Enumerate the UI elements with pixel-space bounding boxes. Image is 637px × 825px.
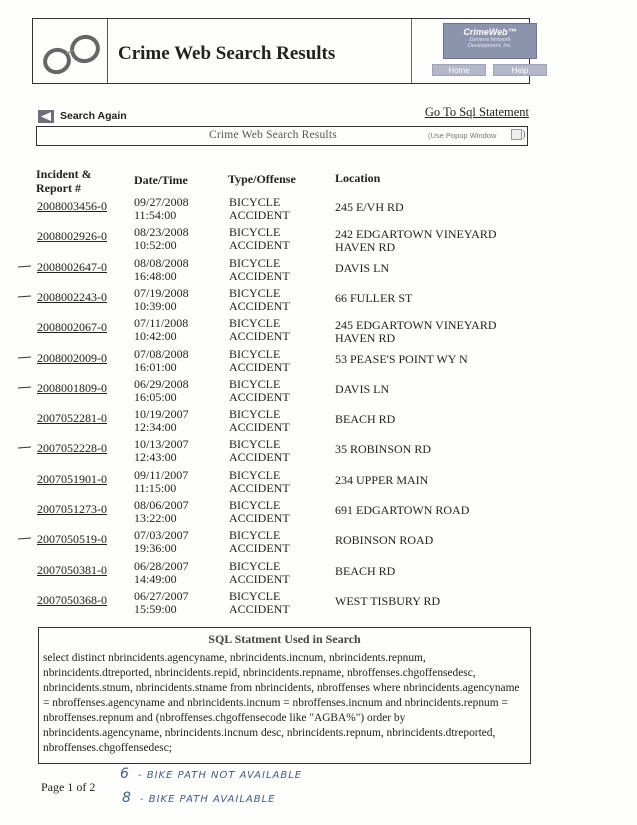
offense-desc: ACCIDENT — [229, 480, 290, 495]
page-indicator: Page 1 of 2 — [41, 780, 96, 794]
date-time-cell — [134, 560, 189, 586]
table-row — [0, 287, 637, 317]
location-cell — [335, 565, 395, 578]
offense-desc: ACCIDENT — [229, 601, 290, 616]
location-line1: BEACH RD — [335, 412, 396, 427]
location-cell — [335, 595, 440, 608]
handwritten-tick-mark — [18, 295, 31, 297]
offense-type: BICYCLE — [229, 528, 281, 543]
table-row — [0, 529, 637, 559]
results-bar — [36, 126, 528, 146]
column-header-incident-line2: Report # — [36, 181, 81, 195]
location-line1: DAVIS LN — [335, 381, 390, 396]
location-cell — [335, 534, 433, 547]
incident-date: 09/27/2008 — [134, 195, 189, 209]
offense-desc: ACCIDENT — [229, 268, 290, 283]
incident-time: 10:42:00 — [134, 329, 177, 344]
column-header-incident-line1: Incident & — [36, 167, 92, 181]
handcuffs-icon — [33, 19, 108, 83]
incident-date: 06/28/2007 — [134, 558, 189, 573]
location-cell — [335, 262, 389, 275]
offense-desc: ACCIDENT — [229, 389, 290, 404]
incident-report-link[interactable]: 2008002926-0 — [37, 229, 107, 244]
location-line1: WEST TISBURY RD — [335, 593, 441, 608]
help-button[interactable]: Help — [493, 64, 547, 76]
offense-cell — [229, 378, 290, 404]
offense-desc: ACCIDENT — [229, 511, 290, 525]
date-time-cell — [134, 408, 189, 434]
incident-report-link[interactable]: 2007050381-0 — [37, 562, 107, 577]
handwritten-note-2-text: - BIKE PATH AVAILABLE — [139, 794, 276, 805]
offense-type: BICYCLE — [229, 437, 281, 452]
date-time-cell — [134, 529, 189, 555]
table-row — [0, 438, 637, 468]
location-line1: 242 EDGARTOWN VINEYARD — [335, 227, 497, 242]
back-arrow-icon — [38, 110, 54, 123]
page-title: Crime Web Search Results — [118, 43, 336, 64]
date-time-cell — [134, 348, 189, 374]
popup-window-label-text: Use Popup Window — [430, 131, 497, 140]
location-cell — [335, 292, 412, 305]
offense-type: BICYCLE — [229, 255, 281, 270]
offense-cell — [229, 560, 290, 586]
incident-report-link[interactable]: 2008001809-0 — [37, 380, 107, 395]
incident-time: 16:01:00 — [134, 359, 177, 374]
incident-date: 10/13/2007 — [134, 437, 189, 452]
brand-cell — [411, 19, 529, 83]
brand-sub-line2: Development, Inc. — [467, 43, 513, 49]
offense-type: BICYCLE — [229, 558, 281, 573]
incident-report-link[interactable]: 2008002243-0 — [37, 289, 107, 304]
sql-statement-text: select distinct nbrincidents.agencyname, nbrincidents.incnum, nbrincidents.repnum, nbrincidents.dtreported, nbrincidents.repid, nbrincidents.repname, nbroffenses.chgoffensedesc, nbrincidents.stnum, nbrincidents.stname from nbrincidents, nbroffenses where nbrincidents.agencyname = nbroffenses.agencyname and nbrincidents.incnum = nbroffenses.incnum and nbrincidents.repnum = nbroffenses.repnum and (nbroffenses.chgoffensecode like "AGBA%") order by nbrincidents.agencyname, nbrincidents.incnum desc, nbrincidents.repnum, nbrincidents.dtreported, nbroffenses.chgoffensedesc; — [43, 652, 520, 754]
date-time-cell — [134, 287, 189, 313]
incident-report-link[interactable]: 2007051273-0 — [37, 502, 107, 516]
incident-date: 07/03/2007 — [134, 528, 189, 543]
incident-date: 07/11/2008 — [134, 316, 189, 331]
handwritten-tick-mark — [18, 265, 31, 267]
incident-report-link[interactable]: 2008002647-0 — [37, 259, 107, 274]
search-again-button[interactable] — [38, 108, 127, 124]
incident-time: 16:48:00 — [134, 268, 177, 283]
incident-report-link[interactable]: 2007052281-0 — [37, 411, 107, 426]
location-cell — [335, 504, 469, 517]
handwritten-tick-mark — [18, 538, 31, 540]
incident-time: 13:22:00 — [134, 511, 177, 525]
incident-report-link[interactable]: 2007050519-0 — [37, 532, 107, 547]
location-line1: 691 EDGARTOWN ROAD — [335, 503, 470, 517]
search-again-label: Search Again — [60, 110, 127, 122]
location-line2: HAVEN RD — [335, 240, 396, 255]
handwritten-note-2 — [122, 790, 275, 806]
incident-date: 09/11/2007 — [134, 467, 189, 482]
offense-desc: ACCIDENT — [229, 208, 290, 222]
table-row — [0, 499, 637, 529]
location-line1: BEACH RD — [335, 563, 396, 578]
location-line1: 245 EDGARTOWN VINEYARD — [335, 318, 497, 333]
brand-name: CrimeWeb™ — [463, 27, 517, 37]
table-row — [0, 469, 637, 499]
table-row — [0, 226, 637, 256]
incident-date: 10/19/2007 — [134, 407, 189, 422]
date-time-cell — [134, 196, 189, 222]
incident-date: 06/27/2007 — [134, 588, 189, 603]
offense-type: BICYCLE — [229, 588, 281, 603]
table-row — [0, 590, 637, 620]
location-cell — [335, 474, 428, 487]
date-time-cell — [134, 226, 189, 252]
popup-close-paren: ) — [522, 128, 526, 140]
incident-date: 07/08/2008 — [134, 346, 189, 361]
offense-desc: ACCIDENT — [229, 541, 290, 556]
incident-time: 12:34:00 — [134, 420, 177, 435]
column-header-offense: Type/Offense — [228, 172, 296, 186]
date-time-cell — [134, 590, 189, 616]
location-line1: DAVIS LN — [335, 260, 390, 275]
location-cell — [335, 443, 431, 456]
handwritten-note-2-num: 8 — [122, 790, 132, 806]
incident-date: 06/29/2008 — [134, 376, 189, 391]
location-line1: 245 E/VH RD — [335, 200, 404, 214]
offense-cell — [229, 438, 290, 464]
location-line2: HAVEN RD — [335, 331, 396, 346]
incident-report-link[interactable]: 2007051901-0 — [37, 471, 107, 486]
offense-cell — [229, 529, 290, 555]
handwritten-note-1-num: 6 — [120, 766, 130, 782]
incident-time: 19:36:00 — [134, 541, 177, 556]
table-row — [0, 560, 637, 590]
popup-window-label: (Use Popup Window — [428, 131, 497, 140]
offense-cell — [229, 317, 290, 343]
sql-statement-title: SQL Statment Used in Search — [208, 632, 361, 646]
location-line1: 66 FULLER ST — [335, 290, 413, 305]
go-to-sql-link[interactable]: Go To Sql Statement — [424, 105, 529, 119]
incident-date: 08/08/2008 — [134, 255, 189, 270]
incident-report-link[interactable]: 2008003456-0 — [37, 199, 107, 213]
home-button[interactable]: Home — [432, 64, 486, 76]
brand-sub-line1: Geneva Network — [469, 37, 511, 43]
column-header-location: Location — [335, 171, 381, 185]
offense-cell — [229, 469, 290, 495]
offense-cell — [229, 408, 290, 434]
location-cell — [335, 201, 404, 214]
date-time-cell — [134, 257, 189, 283]
offense-type: BICYCLE — [229, 346, 281, 361]
table-row — [0, 257, 637, 287]
offense-type: BICYCLE — [229, 467, 281, 482]
location-cell — [335, 413, 395, 426]
incident-time: 10:39:00 — [134, 298, 177, 313]
incident-date: 07/19/2008 — [134, 285, 189, 300]
handwritten-note-1 — [120, 766, 302, 782]
incident-time: 11:54:00 — [134, 208, 177, 222]
handwritten-tick-mark — [18, 356, 31, 358]
location-line1: ROBINSON ROAD — [335, 533, 434, 548]
offense-cell — [229, 348, 290, 374]
logo-cell — [33, 19, 108, 83]
brand-logo — [443, 23, 537, 59]
incident-time: 12:43:00 — [134, 450, 177, 465]
offense-desc: ACCIDENT — [229, 571, 290, 586]
incident-time: 10:52:00 — [134, 238, 177, 253]
handwritten-tick-mark — [18, 447, 31, 449]
incident-time: 15:59:00 — [134, 601, 177, 616]
offense-cell — [229, 196, 290, 222]
offense-cell — [229, 499, 290, 525]
offense-type: BICYCLE — [229, 407, 281, 422]
location-cell — [335, 319, 497, 345]
offense-type: BICYCLE — [229, 285, 281, 300]
table-row — [0, 317, 637, 347]
date-time-cell — [134, 469, 188, 495]
results-bar-title: Crime Web Search Results — [209, 129, 337, 141]
offense-desc: ACCIDENT — [229, 359, 290, 374]
offense-desc: ACCIDENT — [229, 420, 290, 435]
offense-desc: ACCIDENT — [229, 450, 290, 465]
location-line1: 53 PEASE'S POINT WY N — [335, 351, 468, 366]
table-row — [0, 348, 637, 378]
offense-type: BICYCLE — [229, 195, 281, 209]
offense-type: BICYCLE — [229, 225, 281, 240]
location-cell — [335, 228, 497, 254]
incident-report-link[interactable]: 2008002009-0 — [37, 350, 107, 365]
offense-desc: ACCIDENT — [229, 329, 290, 344]
location-cell — [335, 353, 468, 366]
offense-cell — [229, 287, 290, 313]
incident-report-link[interactable]: 2008002067-0 — [37, 320, 107, 335]
date-time-cell — [134, 438, 189, 464]
offense-cell — [229, 257, 290, 283]
offense-desc: ACCIDENT — [229, 238, 290, 253]
incident-date: 08/23/2008 — [134, 225, 189, 240]
header-box — [32, 18, 530, 84]
date-time-cell — [134, 499, 189, 525]
incident-time: 11:15:00 — [134, 480, 177, 495]
offense-cell — [229, 226, 290, 252]
incident-time: 16:05:00 — [134, 389, 177, 404]
offense-type: BICYCLE — [229, 498, 281, 512]
popup-window-checkbox[interactable] — [511, 129, 522, 140]
incident-date: 08/06/2007 — [134, 498, 189, 512]
location-line1: 234 UPPER MAIN — [335, 472, 429, 487]
incident-report-link[interactable]: 2007050368-0 — [37, 592, 107, 607]
sql-statement-box — [38, 627, 531, 764]
table-row — [0, 196, 637, 226]
location-cell — [335, 383, 389, 396]
date-time-cell — [134, 317, 188, 343]
offense-desc: ACCIDENT — [229, 298, 290, 313]
table-row — [0, 408, 637, 438]
table-row — [0, 378, 637, 408]
column-header-incident — [36, 167, 92, 195]
handwritten-note-1-text: - BIKE PATH NOT AVAILABLE — [137, 770, 303, 781]
incident-time: 14:49:00 — [134, 571, 177, 586]
handwritten-tick-mark — [18, 386, 31, 388]
offense-cell — [229, 590, 290, 616]
column-header-datetime: Date/Time — [134, 173, 188, 187]
location-line1: 35 ROBINSON RD — [335, 442, 432, 457]
offense-type: BICYCLE — [229, 376, 281, 391]
offense-type: BICYCLE — [229, 316, 281, 331]
date-time-cell — [134, 378, 189, 404]
incident-report-link[interactable]: 2007052228-0 — [37, 441, 107, 456]
